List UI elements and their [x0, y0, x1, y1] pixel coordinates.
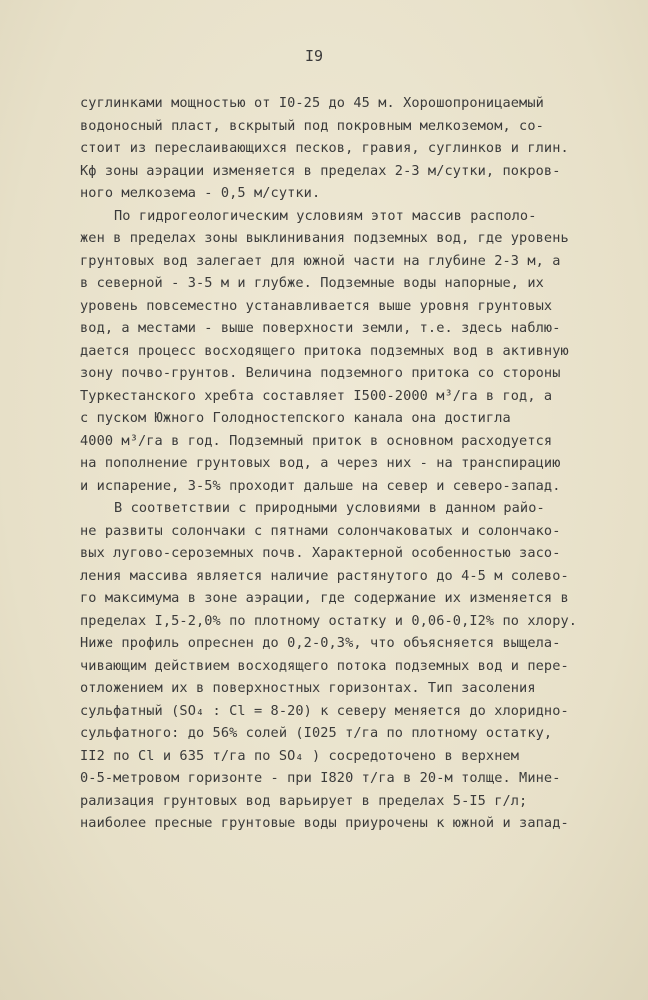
- text-line: Кф зоны аэрации изменяется в пределах 2-3 м/сутки, покров-: [80, 162, 561, 179]
- text-line: ления массива является наличие растянутого до 4-5 м солево-: [80, 567, 569, 584]
- text-line: По гидрогеологическим условиям этот массив располо-: [114, 207, 537, 224]
- text-line: и испарение, 3-5% проходит дальше на север и северо-запад.: [80, 477, 561, 494]
- text-line: в северной - 3-5 м и глубже. Подземные воды напорные, их: [80, 275, 544, 291]
- text-line: вых лугово-сероземных почв. Характерной особенностью засо-: [80, 545, 561, 561]
- text-line: Ниже профиль опреснен до 0,2-0,3%, что объясняется выщела-: [80, 635, 561, 651]
- page-number: I9: [304, 47, 324, 65]
- text-line: уровень повсеместно устанавливается выше уровня грунтовых: [80, 297, 553, 314]
- text-line: сульфатного: до 56% солей (I025 т/га по плотному остатку,: [80, 725, 553, 741]
- text-line: 0-5-метровом горизонте - при I820 т/га в 20-м толще. Мине-: [80, 770, 561, 786]
- body-text: [80, 92, 590, 835]
- text-line: наиболее пресные грунтовые воды приурочены к южной и запад-: [80, 815, 569, 831]
- text-line: го максимума в зоне аэрации, где содержание их изменяется в: [80, 590, 569, 606]
- text-line: дается процесс восходящего притока подземных вод в активную: [80, 342, 569, 359]
- text-line: В соответствии с природными условиями в данном райо-: [114, 500, 545, 516]
- text-line: водоносный пласт, вскрытый под покровным мелкоземом, со-: [80, 117, 544, 134]
- text-line: стоит из переслаивающихся песков, гравия, суглинков и глин.: [80, 140, 569, 156]
- text-line: чивающим действием восходящего потока подземных вод и пере-: [80, 657, 569, 674]
- text-line: жен в пределах зоны выклинивания подземных вод, где уровень: [80, 230, 569, 246]
- text-line: Туркестанского хребта составляет I500-2000 м³/га в год, а: [80, 387, 553, 404]
- text-line: II2 по Cl и 635 т/га по SO₄ ) сосредоточено в верхнем: [80, 747, 520, 764]
- text-line: вод, а местами - выше поверхности земли, т.е. здесь наблю-: [80, 320, 561, 336]
- text-line: на пополнение грунтовых вод, а через них - на транспирацию: [80, 455, 561, 471]
- text-line: грунтовых вод залегает для южной части на глубине 2-3 м, а: [80, 252, 561, 269]
- text-line: зону почво-грунтов. Величина подземного притока со стороны: [80, 365, 561, 381]
- text-line: ного мелкозема - 0,5 м/сутки.: [80, 185, 321, 201]
- text-line: суглинками мощностью от I0-25 до 45 м. Хорошопроницаемый: [80, 95, 544, 111]
- text-line: пределах I,5-2,0% по плотному остатку и 0,06-0,I2% по хлору.: [80, 612, 578, 629]
- text-line: сульфатный (SO₄ : Cl = 8-20) к северу меняется до хлоридно-: [80, 702, 569, 719]
- text-line: отложением их в поверхностных горизонтах. Тип засоления: [80, 680, 536, 696]
- text-line: с пуском Южного Голодностепского канала она достигла: [80, 410, 511, 426]
- text-line: 4000 м³/га в год. Подземный приток в основном расходуется: [80, 432, 553, 449]
- text-line: не развиты солончаки с пятнами солончаковатых и солончако-: [80, 522, 561, 539]
- text-line: рализация грунтовых вод варьирует в пределах 5-I5 г/л;: [80, 792, 528, 809]
